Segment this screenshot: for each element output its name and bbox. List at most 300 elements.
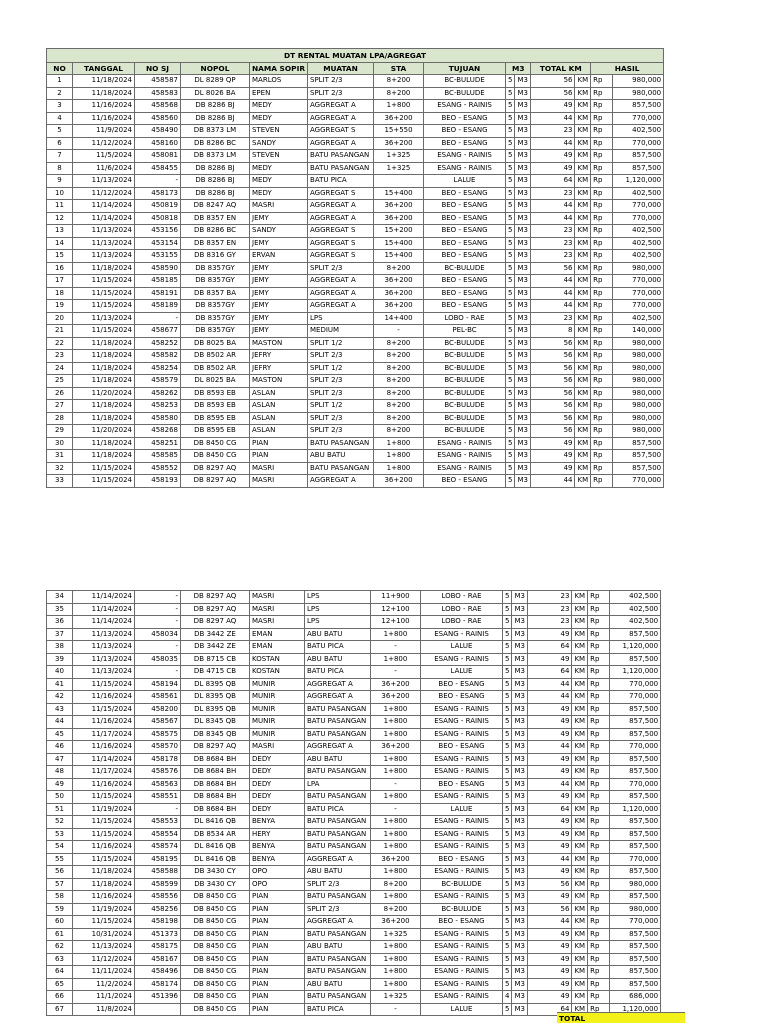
table-cell: SPLIT 1/2: [308, 362, 374, 375]
table-cell: DB 8357GY: [181, 275, 250, 288]
table-cell: Rp: [591, 112, 613, 125]
table-cell: PIAN: [250, 916, 305, 929]
table-cell: 857,500: [610, 953, 661, 966]
table-cell: 11/12/2024: [73, 187, 135, 200]
table-cell: 5: [503, 891, 512, 904]
table-cell: ESANG - RAINIS: [424, 437, 506, 450]
table-cell: DB 8502 AR: [181, 362, 250, 375]
table-cell: 11/11/2024: [73, 966, 135, 979]
table-cell: Rp: [591, 462, 613, 475]
header-nama-sopir: NAMA SOPIR: [250, 63, 308, 75]
table-row: [47, 300, 664, 313]
table-cell: M3: [515, 462, 531, 475]
table-cell: ESANG - RAINIS: [421, 953, 503, 966]
table-cell: 11/20/2024: [73, 387, 135, 400]
table-cell: 8+200: [374, 75, 424, 88]
table-cell: AGGREGAT A: [308, 137, 374, 150]
table-cell: DB 8450 CG: [181, 941, 250, 954]
table-row: [47, 591, 661, 604]
table-cell: 52: [47, 816, 73, 829]
table-cell: KM: [572, 991, 588, 1004]
table-cell: 770,000: [613, 137, 664, 150]
table-cell: KM: [572, 641, 588, 654]
table-cell: M3: [515, 100, 531, 113]
table-cell: M3: [512, 678, 528, 691]
table-cell: STEVEN: [250, 150, 308, 163]
table-cell: 5: [506, 187, 515, 200]
table-row: [47, 953, 661, 966]
table-cell: 5: [503, 703, 512, 716]
table-cell: 8: [47, 162, 73, 175]
table-cell: KM: [575, 200, 591, 213]
table-cell: M3: [515, 425, 531, 438]
table-cell: 5: [506, 375, 515, 388]
table-cell: BEO - ESANG: [424, 112, 506, 125]
table-cell: 5: [506, 262, 515, 275]
table-cell: M3: [512, 903, 528, 916]
table-row: [47, 112, 664, 125]
table-cell: 11/8/2024: [73, 1003, 135, 1016]
table-cell: M3: [515, 112, 531, 125]
table-cell: 10/31/2024: [73, 928, 135, 941]
table-cell: 857,500: [613, 437, 664, 450]
table-cell: DEDY: [250, 753, 305, 766]
table-cell: DB 8025 BA: [181, 337, 250, 350]
table-row: [47, 653, 661, 666]
table-cell: BATU PASANGAN: [305, 891, 371, 904]
table-cell: -: [374, 325, 424, 338]
table-cell: M3: [515, 237, 531, 250]
table-cell: M3: [512, 716, 528, 729]
table-cell: KM: [572, 878, 588, 891]
table-cell: 450818: [135, 212, 181, 225]
table-row: [47, 703, 661, 716]
table-cell: KM: [575, 362, 591, 375]
table-cell: Rp: [591, 287, 613, 300]
table-cell: AGGREGAT S: [308, 237, 374, 250]
table-cell: DB 8247 AQ: [181, 200, 250, 213]
table-cell: 28: [47, 412, 73, 425]
table-cell: ASLAN: [250, 412, 308, 425]
table-row: [47, 375, 664, 388]
table-cell: KM: [575, 387, 591, 400]
table-cell: ESANG - RAINIS: [424, 462, 506, 475]
table-cell: M3: [515, 400, 531, 413]
table-cell: 49: [528, 816, 572, 829]
table-cell: 980,000: [613, 375, 664, 388]
table-cell: ESANG - RAINIS: [421, 891, 503, 904]
table-cell: Rp: [588, 741, 610, 754]
table-row: [47, 287, 664, 300]
table-cell: MEDIUM: [308, 325, 374, 338]
table-cell: M3: [512, 603, 528, 616]
table-cell: BC-BULUDE: [424, 262, 506, 275]
table-cell: KM: [575, 475, 591, 488]
table-cell: DB 8357GY: [181, 262, 250, 275]
table-cell: BC-BULUDE: [424, 75, 506, 88]
table-cell: 56: [528, 903, 572, 916]
table-cell: 11/15/2024: [73, 916, 135, 929]
table-cell: Rp: [588, 991, 610, 1004]
table-cell: KM: [575, 150, 591, 163]
table-cell: DB 8593 EB: [181, 400, 250, 413]
table-cell: 5: [506, 300, 515, 313]
table-cell: KM: [572, 978, 588, 991]
table-cell: KM: [572, 691, 588, 704]
table-cell: DB 8502 AR: [181, 350, 250, 363]
table-cell: EPEN: [250, 87, 308, 100]
table-cell: 1,120,000: [610, 666, 661, 679]
table-cell: Rp: [591, 125, 613, 138]
table-cell: MEDY: [250, 175, 308, 188]
table-cell: JEMY: [250, 287, 308, 300]
table-cell: AGGREGAT A: [308, 200, 374, 213]
table-cell: 11/13/2024: [73, 312, 135, 325]
table-cell: 458256: [135, 903, 181, 916]
table-cell: Rp: [591, 100, 613, 113]
table-cell: Rp: [591, 87, 613, 100]
table-cell: 458262: [135, 387, 181, 400]
table-cell: 11/18/2024: [73, 400, 135, 413]
table-row: [47, 150, 664, 163]
table-row: [47, 237, 664, 250]
table-cell: 11/17/2024: [73, 766, 135, 779]
table-cell: 23: [531, 125, 575, 138]
table-cell: Rp: [591, 162, 613, 175]
table-cell: 402,500: [610, 616, 661, 629]
table-body-page-2: [47, 591, 661, 1016]
table-cell: JEMY: [250, 262, 308, 275]
rental-table-page-2: [46, 590, 661, 1016]
table-row: [47, 753, 661, 766]
table-cell: PIAN: [250, 1003, 305, 1016]
table-cell: 25: [47, 375, 73, 388]
table-cell: DB 8684 BH: [181, 778, 250, 791]
table-cell: 23: [528, 616, 572, 629]
table-row: [47, 803, 661, 816]
table-cell: KM: [575, 112, 591, 125]
table-cell: KM: [572, 653, 588, 666]
table-cell: ASLAN: [250, 400, 308, 413]
table-cell: 6: [47, 137, 73, 150]
table-cell: PIAN: [250, 437, 308, 450]
table-cell: DB 8286 BC: [181, 225, 250, 238]
table-cell: DB 8450 CG: [181, 903, 250, 916]
table-cell: 44: [531, 112, 575, 125]
table-cell: Rp: [588, 853, 610, 866]
table-cell: 36+200: [374, 475, 424, 488]
table-cell: KM: [572, 766, 588, 779]
table-cell: 458574: [135, 841, 181, 854]
table-cell: 980,000: [613, 400, 664, 413]
table-cell: LPS: [305, 591, 371, 604]
table-cell: 1,120,000: [613, 175, 664, 188]
table-cell: DL 8395 QB: [181, 678, 250, 691]
table-cell: ESANG - RAINIS: [421, 966, 503, 979]
table-cell: 36+200: [374, 137, 424, 150]
table-cell: 49: [528, 828, 572, 841]
table-cell: BATU PASANGAN: [305, 766, 371, 779]
table-cell: BATU PICA: [308, 175, 374, 188]
table-cell: ESANG - RAINIS: [421, 628, 503, 641]
table-cell: BATU PASANGAN: [305, 928, 371, 941]
table-cell: STEVEN: [250, 125, 308, 138]
table-cell: MASRI: [250, 475, 308, 488]
table-cell: M3: [512, 803, 528, 816]
table-cell: 1+800: [371, 728, 421, 741]
table-cell: ABU BATU: [305, 978, 371, 991]
table-cell: M3: [512, 691, 528, 704]
table-cell: KM: [572, 716, 588, 729]
table-cell: Rp: [588, 891, 610, 904]
table-cell: 3: [47, 100, 73, 113]
table-cell: KM: [575, 437, 591, 450]
table-cell: 857,500: [610, 816, 661, 829]
table-cell: 49: [528, 941, 572, 954]
table-cell: Rp: [591, 187, 613, 200]
table-row: [47, 187, 664, 200]
table-cell: 35: [47, 603, 73, 616]
table-cell: KM: [575, 175, 591, 188]
table-cell: 980,000: [613, 387, 664, 400]
table-cell: 8+200: [374, 362, 424, 375]
table-cell: 7: [47, 150, 73, 163]
table-cell: 857,500: [610, 841, 661, 854]
table-cell: 11/18/2024: [73, 337, 135, 350]
table-row: [47, 275, 664, 288]
table-cell: 44: [531, 475, 575, 488]
table-cell: SPLIT 2/3: [308, 387, 374, 400]
table-cell: 49: [528, 628, 572, 641]
table-cell: M3: [515, 450, 531, 463]
table-cell: BC-BULUDE: [421, 903, 503, 916]
table-cell: 5: [506, 162, 515, 175]
table-cell: 5: [503, 653, 512, 666]
table-cell: 45: [47, 728, 73, 741]
table-cell: BEO - ESANG: [424, 125, 506, 138]
table-cell: LOBO - RAE: [421, 616, 503, 629]
table-cell: 11/18/2024: [73, 437, 135, 450]
table-cell: DL 8395 QB: [181, 691, 250, 704]
header-total-km: TOTAL KM: [531, 63, 591, 75]
table-cell: 5: [503, 816, 512, 829]
table-cell: 9: [47, 175, 73, 188]
table-cell: DB 8684 BH: [181, 791, 250, 804]
table-cell: DB 8286 BJ: [181, 162, 250, 175]
table-cell: M3: [512, 966, 528, 979]
table-cell: 11/15/2024: [73, 475, 135, 488]
table-row: [47, 225, 664, 238]
table-cell: 686,000: [610, 991, 661, 1004]
table-cell: 458570: [135, 741, 181, 754]
table-cell: M3: [515, 250, 531, 263]
table-cell: M3: [512, 641, 528, 654]
table-cell: 1: [47, 75, 73, 88]
table-cell: M3: [512, 828, 528, 841]
table-cell: 8+200: [374, 387, 424, 400]
table-cell: Rp: [588, 903, 610, 916]
table-row: [47, 616, 661, 629]
table-cell: 56: [531, 375, 575, 388]
table-cell: 458191: [135, 287, 181, 300]
table-cell: KM: [572, 828, 588, 841]
table-cell: 1+800: [371, 703, 421, 716]
table-cell: 458173: [135, 187, 181, 200]
table-cell: M3: [515, 187, 531, 200]
table-cell: 5: [503, 678, 512, 691]
table-cell: KM: [572, 778, 588, 791]
table-cell: 8+200: [371, 878, 421, 891]
table-cell: MASRI: [250, 462, 308, 475]
table-cell: M3: [515, 350, 531, 363]
table-cell: 56: [531, 362, 575, 375]
table-cell: 458175: [135, 941, 181, 954]
table-cell: Rp: [591, 337, 613, 350]
table-cell: 458585: [135, 450, 181, 463]
table-row: [47, 716, 661, 729]
table-cell: 11/15/2024: [73, 828, 135, 841]
table-cell: 56: [531, 87, 575, 100]
table-cell: -: [135, 666, 181, 679]
header-muatan: MUATAN: [308, 63, 374, 75]
table-cell: -: [371, 803, 421, 816]
table-cell: KM: [572, 903, 588, 916]
table-row: [47, 891, 661, 904]
table-cell: 5: [503, 803, 512, 816]
table-cell: AGGREGAT A: [305, 691, 371, 704]
table-cell: 857,500: [613, 462, 664, 475]
table-cell: MEDY: [250, 162, 308, 175]
table-cell: 5: [503, 766, 512, 779]
table-cell: SPLIT 2/3: [308, 375, 374, 388]
table-row: [47, 728, 661, 741]
table-cell: 8+200: [374, 400, 424, 413]
table-cell: Rp: [588, 678, 610, 691]
table-cell: DB 4715 CB: [181, 666, 250, 679]
table-cell: 11/1/2024: [73, 991, 135, 1004]
table-cell: 11/16/2024: [73, 891, 135, 904]
table-cell: 5: [503, 903, 512, 916]
table-cell: DB 8534 AR: [181, 828, 250, 841]
table-cell: SPLIT 2/3: [308, 262, 374, 275]
table-cell: M3: [512, 978, 528, 991]
table-cell: 49: [528, 891, 572, 904]
table-cell: DB 8286 BJ: [181, 112, 250, 125]
table-cell: Rp: [588, 716, 610, 729]
table-cell: 24: [47, 362, 73, 375]
table-cell: 11/16/2024: [73, 691, 135, 704]
table-cell: 458252: [135, 337, 181, 350]
table-cell: DB 3430 CY: [181, 866, 250, 879]
table-cell: 11/18/2024: [73, 75, 135, 88]
table-cell: BC-BULUDE: [424, 87, 506, 100]
table-cell: BEO - ESANG: [424, 475, 506, 488]
table-cell: 5: [503, 841, 512, 854]
table-cell: 37: [47, 628, 73, 641]
table-cell: SANDY: [250, 225, 308, 238]
table-cell: M3: [512, 816, 528, 829]
table-cell: 451396: [135, 991, 181, 1004]
table-cell: JEMY: [250, 325, 308, 338]
table-cell: 5: [503, 928, 512, 941]
table-cell: 5: [503, 616, 512, 629]
table-cell: 458561: [135, 691, 181, 704]
table-cell: 458579: [135, 375, 181, 388]
table-cell: 770,000: [610, 916, 661, 929]
table-cell: 770,000: [610, 778, 661, 791]
table-cell: 22: [47, 337, 73, 350]
table-cell: 5: [503, 778, 512, 791]
table-cell: -: [135, 175, 181, 188]
table-title: DT RENTAL MUATAN LPA/AGREGAT: [47, 49, 664, 63]
table-cell: AGGREGAT A: [308, 100, 374, 113]
table-cell: M3: [515, 162, 531, 175]
table-cell: 49: [528, 841, 572, 854]
table-cell: 857,500: [610, 628, 661, 641]
table-cell: 49: [47, 778, 73, 791]
table-cell: 857,500: [613, 150, 664, 163]
table-cell: 64: [528, 1003, 572, 1016]
table-cell: 402,500: [613, 312, 664, 325]
table-cell: Rp: [588, 778, 610, 791]
table-cell: 11/15/2024: [73, 325, 135, 338]
table-cell: 458551: [135, 791, 181, 804]
table-cell: 5: [506, 250, 515, 263]
table-cell: AGGREGAT A: [308, 300, 374, 313]
table-cell: 11: [47, 200, 73, 213]
table-cell: KM: [575, 275, 591, 288]
table-cell: Rp: [591, 400, 613, 413]
table-cell: AGGREGAT A: [308, 275, 374, 288]
table-cell: 44: [531, 300, 575, 313]
table-cell: M3: [512, 628, 528, 641]
table-cell: Rp: [588, 591, 610, 604]
table-cell: LPS: [308, 312, 374, 325]
table-cell: 44: [531, 212, 575, 225]
table-cell: 458254: [135, 362, 181, 375]
table-cell: BATU PICA: [305, 1003, 371, 1016]
table-cell: M3: [512, 1003, 528, 1016]
table-cell: 11/18/2024: [73, 87, 135, 100]
table-cell: DB 8345 QB: [181, 728, 250, 741]
table-cell: Rp: [588, 928, 610, 941]
table-cell: Rp: [591, 412, 613, 425]
table-cell: 458567: [135, 716, 181, 729]
table-row: [47, 162, 664, 175]
table-cell: Rp: [588, 603, 610, 616]
table-cell: Rp: [588, 766, 610, 779]
table-cell: 5: [503, 941, 512, 954]
table-cell: AGGREGAT S: [308, 125, 374, 138]
table-cell: 11/13/2024: [73, 941, 135, 954]
table-cell: 31: [47, 450, 73, 463]
table-cell: KM: [575, 250, 591, 263]
table-cell: KM: [572, 741, 588, 754]
table-cell: KM: [572, 728, 588, 741]
table-cell: KM: [575, 87, 591, 100]
table-cell: KM: [575, 212, 591, 225]
table-cell: DB 8450 CG: [181, 991, 250, 1004]
table-cell: 56: [47, 866, 73, 879]
table-cell: 11/18/2024: [73, 866, 135, 879]
table-cell: 34: [47, 591, 73, 604]
table-row: [47, 87, 664, 100]
table-cell: 63: [47, 953, 73, 966]
table-cell: M3: [515, 362, 531, 375]
table-cell: 49: [531, 462, 575, 475]
table-cell: MUNIR: [250, 716, 305, 729]
table-cell: 5: [506, 75, 515, 88]
